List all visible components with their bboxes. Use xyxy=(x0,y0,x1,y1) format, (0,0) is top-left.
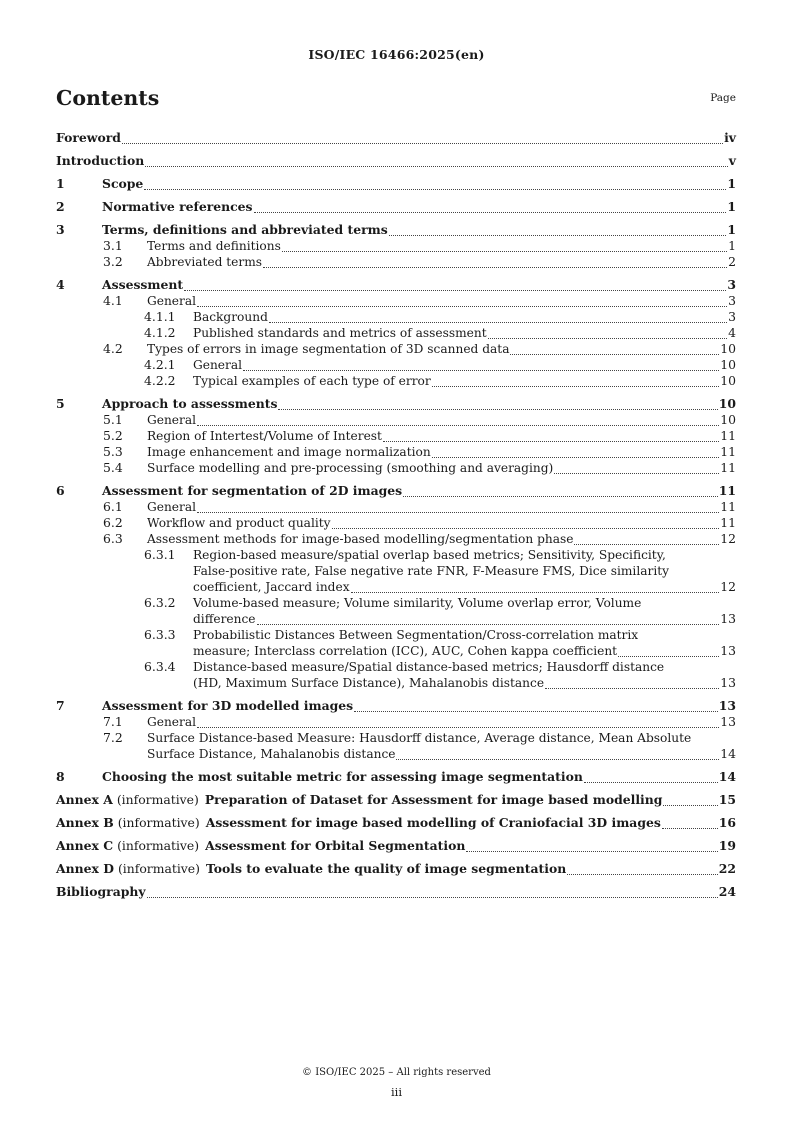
toc-entry-6-3[interactable] xyxy=(56,531,736,547)
toc-page-number: iv xyxy=(724,130,736,145)
toc-entry-3-1[interactable] xyxy=(56,238,736,254)
toc-page-number: 14 xyxy=(718,769,736,784)
toc-page-number: 14 xyxy=(720,746,736,761)
toc-entry-6-3-2-line-2 xyxy=(56,611,736,627)
annex-type: (informative) xyxy=(117,861,200,876)
dot-leader xyxy=(510,353,719,355)
toc-entry-6-3-2-line-1[interactable] xyxy=(56,595,736,611)
annex-type: (informative) xyxy=(117,815,200,830)
toc-entry-1[interactable] xyxy=(56,176,736,192)
toc-entry-introduction[interactable] xyxy=(56,153,736,169)
toc-page-number: 10 xyxy=(720,341,736,356)
dot-leader xyxy=(662,827,718,829)
toc-entry-5-4[interactable] xyxy=(56,460,736,476)
toc-number: 6.3.3 xyxy=(144,627,176,642)
toc-entry-4[interactable] xyxy=(56,277,736,293)
dot-leader xyxy=(618,655,719,657)
dot-leader xyxy=(545,687,719,689)
dot-leader xyxy=(567,873,718,875)
toc-number: 6.2 xyxy=(103,515,123,530)
toc-page-number: 1 xyxy=(727,199,736,214)
dot-leader xyxy=(145,165,728,167)
toc-entry-5[interactable] xyxy=(56,396,736,412)
dot-leader xyxy=(197,511,719,513)
toc-page-number: 3 xyxy=(728,293,736,308)
toc-title: Types of errors in image segmentation of 3D scanned data xyxy=(147,342,510,356)
toc-page-number: 15 xyxy=(718,792,736,807)
toc-page-number: 1 xyxy=(727,222,736,237)
dot-leader xyxy=(278,408,717,410)
dot-leader xyxy=(282,250,727,252)
toc-page-number: 4 xyxy=(728,325,736,340)
toc-number: 6.3.4 xyxy=(144,659,176,674)
toc-number: 7.1 xyxy=(103,714,123,729)
toc-page-number: 13 xyxy=(720,714,736,729)
toc-title: Probabilistic Distances Between Segmentation/Cross-correlation matrix xyxy=(193,628,639,642)
toc-page-number: v xyxy=(728,153,736,168)
toc-title: Terms, definitions and abbreviated terms xyxy=(102,222,388,237)
toc-entry-annex-a[interactable] xyxy=(56,792,736,808)
toc-title: Background xyxy=(193,310,268,324)
dot-leader xyxy=(254,211,727,213)
dot-leader xyxy=(257,623,720,625)
toc-number: 4 xyxy=(56,277,65,292)
toc-entry-annex-d[interactable] xyxy=(56,861,736,877)
toc-number: 4.2.1 xyxy=(144,357,176,372)
toc-title: Surface Distance, Mahalanobis distance xyxy=(147,747,396,761)
toc-entry-7-1[interactable] xyxy=(56,714,736,730)
toc-number: 5 xyxy=(56,396,65,411)
toc-entry-4-2[interactable] xyxy=(56,341,736,357)
toc-page-number: 10 xyxy=(720,357,736,372)
toc-entry-5-3[interactable] xyxy=(56,444,736,460)
toc-number: 5.3 xyxy=(103,444,123,459)
toc-number: 3.1 xyxy=(103,238,123,253)
toc-page-number: 24 xyxy=(718,884,736,899)
toc-title: Terms and definitions xyxy=(147,239,281,253)
toc-number: 4.1 xyxy=(103,293,123,308)
dot-leader xyxy=(488,337,728,339)
toc-entry-6-2[interactable] xyxy=(56,515,736,531)
toc-page-number: 19 xyxy=(718,838,736,853)
toc-title: Scope xyxy=(102,176,144,191)
toc-title: General xyxy=(147,715,196,729)
toc-title: Tools to evaluate the quality of image segmentation xyxy=(205,861,567,876)
toc-entry-7-2-line-1[interactable] xyxy=(56,730,736,746)
toc-entry-6[interactable] xyxy=(56,483,736,499)
toc-title: Assessment for image based modelling of Craniofacial 3D images xyxy=(205,815,661,830)
toc-title: Image enhancement and image normalization xyxy=(147,445,431,459)
dot-leader xyxy=(269,321,727,323)
dot-leader xyxy=(332,527,720,529)
toc-title: False-positive rate, False negative rate FNR, F-Measure FMS, Dice similarity xyxy=(193,564,669,578)
toc-title: Distance-based measure/Spatial distance-based metrics; Hausdorff distance xyxy=(193,660,665,674)
toc-title: Abbreviated terms xyxy=(147,255,263,269)
toc-number: 6.3 xyxy=(103,531,123,546)
toc-title: Surface Distance-based Measure: Hausdorff distance, Average distance, Mean Absolute xyxy=(147,731,692,745)
toc-entry-4-1[interactable] xyxy=(56,293,736,309)
toc-number: 2 xyxy=(56,199,65,214)
toc-title: Choosing the most suitable metric for assessing image segmentation xyxy=(102,769,583,784)
toc-number: 7 xyxy=(56,698,65,713)
toc-page-number: 11 xyxy=(720,460,736,475)
toc-title: Foreword xyxy=(56,130,121,145)
toc-number: 6.3.2 xyxy=(144,595,176,610)
toc-number: 6 xyxy=(56,483,65,498)
toc-entry-6-3-4-line-1[interactable] xyxy=(56,659,736,675)
toc-number: 5.2 xyxy=(103,428,123,443)
dot-leader xyxy=(466,850,717,852)
dot-leader xyxy=(584,781,718,783)
toc-title: measure; Interclass correlation (ICC), AUC, Cohen kappa coefficient xyxy=(193,644,618,658)
toc-page-number: 13 xyxy=(720,611,736,626)
toc-page-number: 10 xyxy=(718,396,736,411)
toc-title: Assessment for Orbital Segmentation xyxy=(205,838,466,853)
dot-leader xyxy=(403,495,718,497)
annex-label: Annex D xyxy=(56,861,114,876)
dot-leader xyxy=(663,804,717,806)
toc-entry-7-2-line-2 xyxy=(56,746,736,762)
toc-entry-6-3-1-line-1[interactable] xyxy=(56,547,736,563)
toc-title: General xyxy=(147,294,196,308)
toc-number: 3.2 xyxy=(103,254,123,269)
toc-entry-7[interactable] xyxy=(56,698,736,714)
toc-page-number: 1 xyxy=(728,238,736,253)
toc-title: Workflow and product quality xyxy=(147,516,331,530)
toc-page-number: 11 xyxy=(720,515,736,530)
dot-leader xyxy=(263,266,727,268)
dot-leader xyxy=(554,472,719,474)
toc-page-number: 2 xyxy=(728,254,736,269)
toc-title: General xyxy=(147,500,196,514)
toc-title: Bibliography xyxy=(56,884,146,899)
dot-leader xyxy=(383,440,720,442)
toc-entry-4-2-2[interactable] xyxy=(56,373,736,389)
toc-number: 4.2.2 xyxy=(144,373,176,388)
toc-page-number: 13 xyxy=(718,698,736,713)
toc-title: Published standards and metrics of assessment xyxy=(193,326,487,340)
annex-label: Annex A xyxy=(56,792,113,807)
toc-entry-annex-c[interactable] xyxy=(56,838,736,854)
toc-number: 4.1.2 xyxy=(144,325,176,340)
toc-title: Region-based measure/spatial overlap based metrics; Sensitivity, Specificity, xyxy=(193,548,666,562)
toc-page-number: 11 xyxy=(720,499,736,514)
toc-entry-4-1-1[interactable] xyxy=(56,309,736,325)
toc-page-number: 3 xyxy=(727,277,736,292)
dot-leader xyxy=(197,424,719,426)
toc-entry-6-3-3-line-2 xyxy=(56,643,736,659)
annex-type: (informative) xyxy=(116,792,199,807)
toc-entry-3[interactable] xyxy=(56,222,736,238)
contents-title: Contents xyxy=(56,86,160,110)
toc-entry-bibliography[interactable] xyxy=(56,884,736,900)
toc-title: Region of Intertest/Volume of Interest xyxy=(147,429,382,443)
toc-page-number: 12 xyxy=(720,531,736,546)
toc-entry-5-2[interactable] xyxy=(56,428,736,444)
toc-page-number: 12 xyxy=(720,579,736,594)
toc-page-number: 11 xyxy=(720,428,736,443)
copyright-footer: © ISO/IEC 2025 – All rights reserved xyxy=(302,1067,491,1078)
toc-entry-3-2[interactable] xyxy=(56,254,736,270)
toc-entry-5-1[interactable] xyxy=(56,412,736,428)
toc-entry-4-2-1[interactable] xyxy=(56,357,736,373)
toc-title: Approach to assessments xyxy=(102,396,278,411)
dot-leader xyxy=(184,289,726,291)
toc-entry-6-1[interactable] xyxy=(56,499,736,515)
toc-title: (HD, Maximum Surface Distance), Mahalanobis distance xyxy=(193,676,545,690)
toc-page-number: 13 xyxy=(720,675,736,690)
dot-leader xyxy=(144,188,726,190)
toc-title: Volume-based measure; Volume similarity, Volume overlap error, Volume xyxy=(193,596,642,610)
toc-number: 3 xyxy=(56,222,65,237)
page-number: iii xyxy=(390,1085,403,1099)
toc-title: General xyxy=(147,413,196,427)
toc-title: Introduction xyxy=(56,153,145,168)
dot-leader xyxy=(243,369,719,371)
dot-leader xyxy=(432,456,720,458)
toc-page-number: 16 xyxy=(718,815,736,830)
toc-page-number: 11 xyxy=(720,444,736,459)
page-column-label: Page xyxy=(710,92,736,104)
toc-number: 7.2 xyxy=(103,730,123,745)
toc-title: Assessment for 3D modelled images xyxy=(102,698,354,713)
toc-title: Assessment xyxy=(102,277,184,292)
toc-number: 4.1.1 xyxy=(144,309,176,324)
toc-page-number: 1 xyxy=(727,176,736,191)
toc-entry-2[interactable] xyxy=(56,199,736,215)
annex-type: (informative) xyxy=(117,838,200,853)
toc-title: General xyxy=(193,358,242,372)
toc-entry-4-1-2[interactable] xyxy=(56,325,736,341)
dot-leader xyxy=(396,758,719,760)
toc-page-number: 10 xyxy=(720,412,736,427)
dot-leader xyxy=(354,710,718,712)
toc-number: 6.3.1 xyxy=(144,547,176,562)
toc-title: Assessment for segmentation of 2D images xyxy=(102,483,403,498)
toc-entry-8[interactable] xyxy=(56,769,736,785)
toc-entry-6-3-3-line-1[interactable] xyxy=(56,627,736,643)
table-of-contents xyxy=(56,130,736,900)
toc-page-number: 11 xyxy=(718,483,736,498)
toc-number: 1 xyxy=(56,176,65,191)
toc-title: difference xyxy=(193,612,256,626)
toc-number: 5.1 xyxy=(103,412,123,427)
dot-leader xyxy=(147,896,718,898)
toc-title: Surface modelling and pre-processing (smoothing and averaging) xyxy=(147,461,554,475)
annex-label: Annex C xyxy=(56,838,114,853)
toc-page-number: 10 xyxy=(720,373,736,388)
toc-title: Assessment methods for image-based modelling/segmentation phase xyxy=(147,532,574,546)
toc-page-number: 22 xyxy=(718,861,736,876)
toc-entry-6-3-1-line-2 xyxy=(56,563,736,579)
dot-leader xyxy=(197,305,727,307)
toc-number: 8 xyxy=(56,769,65,784)
annex-label: Annex B xyxy=(56,815,114,830)
toc-number: 6.1 xyxy=(103,499,123,514)
toc-title: Normative references xyxy=(102,199,253,214)
toc-title: coefficient, Jaccard index xyxy=(193,580,350,594)
toc-entry-annex-b[interactable] xyxy=(56,815,736,831)
dot-leader xyxy=(574,543,719,545)
toc-title: Typical examples of each type of error xyxy=(193,374,431,388)
toc-page-number: 3 xyxy=(728,309,736,324)
dot-leader xyxy=(351,591,720,593)
dot-leader xyxy=(389,234,727,236)
toc-entry-6-3-4-line-2 xyxy=(56,675,736,691)
dot-leader xyxy=(122,142,723,144)
toc-number: 4.2 xyxy=(103,341,123,356)
document-id-header: ISO/IEC 16466:2025(en) xyxy=(308,47,485,62)
dot-leader xyxy=(197,726,719,728)
toc-page-number: 13 xyxy=(720,643,736,658)
toc-title: Preparation of Dataset for Assessment for image based modelling xyxy=(204,792,663,807)
dot-leader xyxy=(432,385,720,387)
toc-entry-6-3-1-line-3 xyxy=(56,579,736,595)
toc-entry-foreword[interactable] xyxy=(56,130,736,146)
toc-number: 5.4 xyxy=(103,460,123,475)
